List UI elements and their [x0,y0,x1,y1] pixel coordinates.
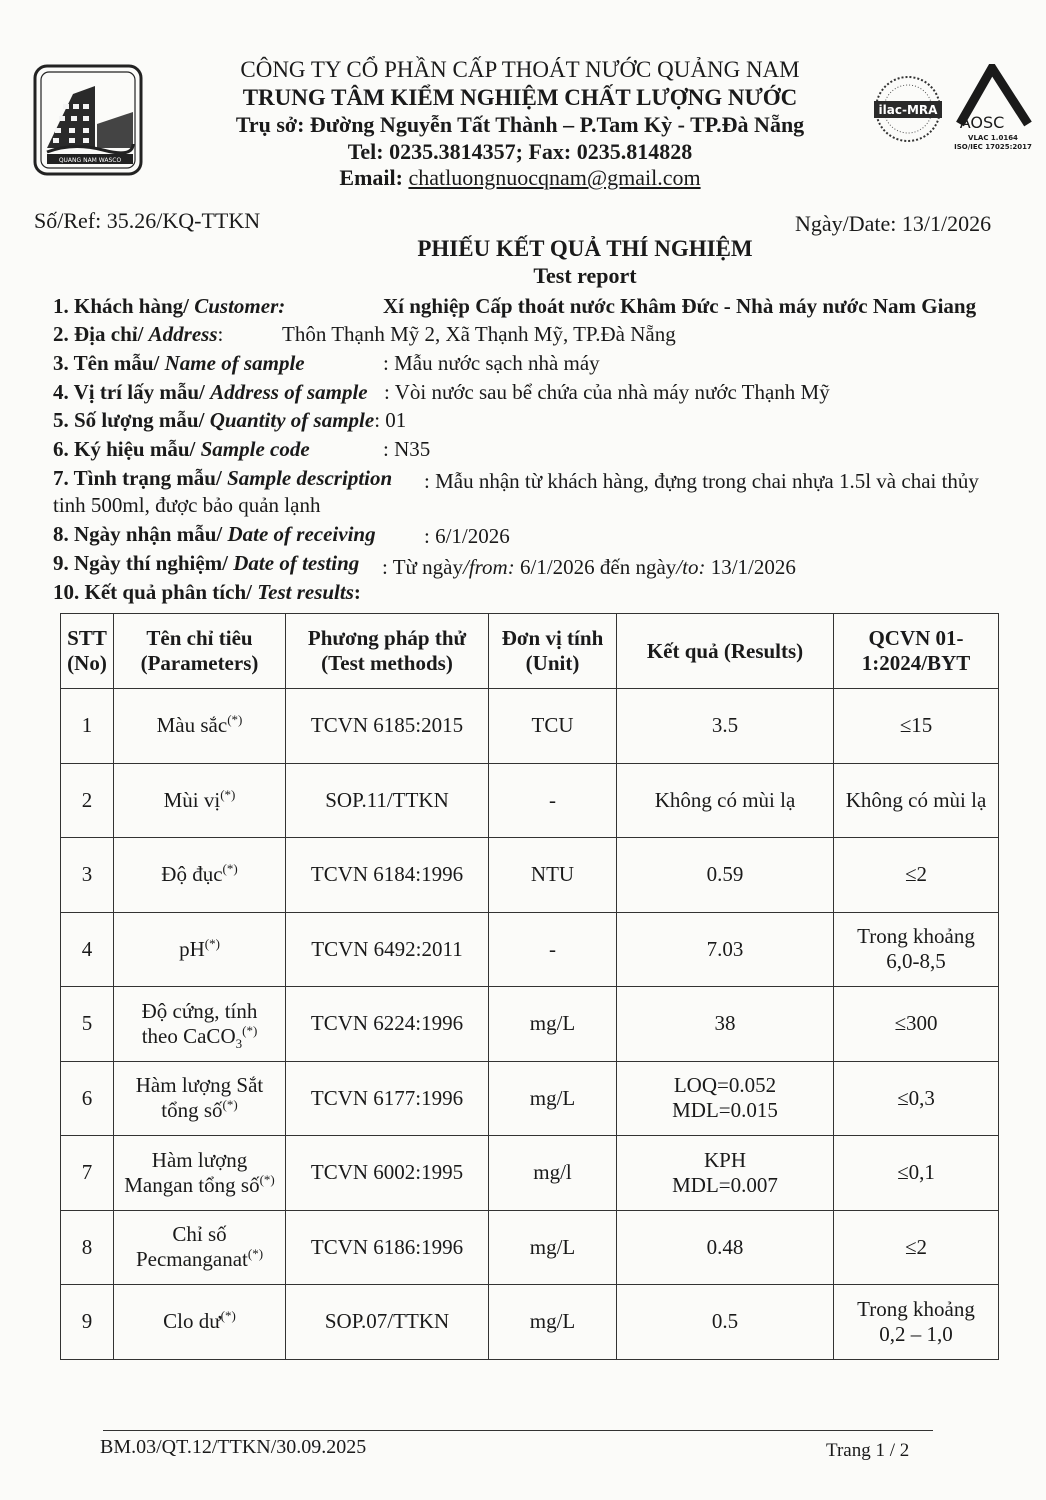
info-address: 2. Địa chỉ/ Address: [53,322,224,346]
quantity-value: : 01 [374,408,407,432]
report-subtitle: Test report [533,263,637,288]
cell-standard: ≤0,3 [834,1061,999,1136]
header-parameters: Tên chỉ tiêu (Parameters) [114,614,286,689]
table-row [61,838,999,913]
cell-method: SOP.07/TTKN [286,1285,489,1360]
cell-parameter: Độ đục(*) [114,838,286,913]
info-sample-description: 7. Tình trạng mẫu/ Sample description [53,466,393,490]
cell-method: TCVN 6184:1996 [286,838,489,913]
cell-standard: ≤2 [834,1210,999,1285]
email-label: Email: [339,165,409,190]
cell-standard: Trong khoảng 6,0-8,5 [834,912,999,987]
sample-name-value: : Mẫu nước sạch nhà máy [383,351,600,375]
cell-method: TCVN 6186:1996 [286,1210,489,1285]
table-row [61,987,999,1062]
cell-unit: mg/l [489,1136,617,1211]
cell-unit: NTU [489,838,617,913]
info-sample-code: 6. Ký hiệu mẫu/ Sample code [53,437,310,461]
table-row [61,689,999,764]
cell-result: Không có mùi lạ [617,763,834,838]
address-value: Thôn Thạnh Mỹ 2, Xã Thạnh Mỹ, TP.Đà Nẵng [282,322,676,346]
cell-no: 8 [61,1210,114,1285]
sample-address-value: : Vòi nước sau bể chứa của nhà máy nước Thạnh Mỹ [384,380,830,404]
info-testing-date: 9. Ngày thí nghiệm/ Date of testing [53,551,360,575]
cell-method: TCVN 6224:1996 [286,987,489,1062]
phone-fax: Tel: 0235.3814357; Fax: 0235.814828 [347,139,693,164]
cell-parameter: Màu sắc(*) [114,689,286,764]
sample-description-value: : Mẫu nhận từ khách hàng, đựng trong chai nhựa 1.5l và chai thủy [424,469,979,493]
header-no: STT (No) [61,614,114,689]
table-header-row [61,614,999,689]
email-line [190,165,850,191]
cell-parameter: Độ cứng, tính theo CaCO$_3$(*) [114,987,286,1062]
cell-no: 3 [61,838,114,913]
header-results: Kết quả (Results) [617,614,834,689]
table-row [61,1285,999,1360]
cell-result: LOQ=0.052 MDL=0.015 [617,1061,834,1136]
header-unit: Đơn vị tính (Unit) [489,614,617,689]
table-row [61,1136,999,1211]
email-link[interactable]: chatluongnuocqnam@gmail.com [408,165,701,190]
cell-result: 3.5 [617,689,834,764]
cell-standard: Trong khoảng 0,2 – 1,0 [834,1285,999,1360]
cell-no: 9 [61,1285,114,1360]
ilac-mra-logo [872,66,944,152]
report-title: PHIẾU KẾT QUẢ THÍ NGHIỆM [417,236,753,261]
cell-unit: mg/L [489,1210,617,1285]
cell-unit: mg/L [489,987,617,1062]
cell-result: 0.59 [617,838,834,913]
table-row [61,763,999,838]
aosc-iso: ISO/IEC 17025:2017 [954,143,1032,151]
table-row [61,1210,999,1285]
cell-parameter: pH(*) [114,912,286,987]
cell-standard: ≤0,1 [834,1136,999,1211]
cell-result: KPH MDL=0.007 [617,1136,834,1211]
cell-standard: ≤2 [834,838,999,913]
cell-no: 2 [61,763,114,838]
cell-result: 0.5 [617,1285,834,1360]
cell-parameter: Mùi vị(*) [114,763,286,838]
sample-code-value: : N35 [383,437,431,461]
info-customer: 1. Khách hàng/ Customer: [53,294,286,318]
cell-no: 1 [61,689,114,764]
aosc-code: VLAC 1.0164 [968,134,1018,142]
cell-standard: Không có mùi lạ [834,763,999,838]
cell-result: 7.03 [617,912,834,987]
cell-parameter: Hàm lượng Mangan tổng số(*) [114,1136,286,1211]
form-code: BM.03/QT.12/TTKN/30.09.2025 [100,1436,367,1458]
cell-method: SOP.11/TTKN [286,763,489,838]
company-logo [33,64,143,176]
info-receiving-date: 8. Ngày nhận mẫu/ Date of receiving [53,522,376,546]
cell-method: TCVN 6185:2015 [286,689,489,764]
company-name: CÔNG TY CỔ PHẦN CẤP THOÁT NƯỚC QUẢNG NAM [240,57,800,82]
cell-method: TCVN 6177:1996 [286,1061,489,1136]
info-quantity: 5. Số lượng mẫu/ Quantity of sample: 01 [53,408,407,432]
cell-unit: mg/L [489,1285,617,1360]
aosc-name: AOSC [959,113,1005,132]
cell-no: 7 [61,1136,114,1211]
cell-no: 5 [61,987,114,1062]
office-address: Trụ sở: Đường Nguyễn Tất Thành – P.Tam Kỳ - TP.Đà Nẵng [235,112,805,137]
cell-parameter: Hàm lượng Sắt tổng số(*) [114,1061,286,1136]
cell-result: 0.48 [617,1210,834,1285]
aosc-logo [950,64,1036,156]
customer-value: Xí nghiệp Cấp thoát nước Khâm Đức - Nhà máy nước Nam Giang [383,294,977,318]
sample-description-continued: tinh 500ml, được bảo quản lạnh [53,493,321,517]
cell-method: TCVN 6492:2011 [286,912,489,987]
header-methods: Phương pháp thử (Test methods) [286,614,489,689]
info-test-results: 10. Kết quả phân tích/ Test results: [53,580,361,604]
cell-unit: mg/L [489,1061,617,1136]
testing-date-value: : Từ ngày/from: 6/1/2026 đến ngày/to: 13/1/2026 [382,555,796,579]
info-sample-name: 3. Tên mẫu/ Name of sample [53,351,305,375]
reference-number: Số/Ref: 35.26/KQ-TTKN [34,208,261,233]
cell-standard: ≤300 [834,987,999,1062]
footer-divider [103,1430,933,1431]
cell-no: 6 [61,1061,114,1136]
table-row [61,912,999,987]
cell-parameter: Clo dư(*) [114,1285,286,1360]
header-standard: QCVN 01- 1:2024/BYT [834,614,999,689]
results-table [60,613,999,1360]
cell-parameter: Chỉ số Pecmanganat(*) [114,1210,286,1285]
cell-no: 4 [61,912,114,987]
cell-unit: - [489,912,617,987]
center-name: TRUNG TÂM KIỂM NGHIỆM CHẤT LƯỢNG NƯỚC [242,85,798,110]
info-sample-address: 4. Vị trí lấy mẫu/ Address of sample [53,380,368,404]
report-date: Ngày/Date: 13/1/2026 [795,211,992,236]
page-number: Trang 1 / 2 [826,1440,910,1461]
cell-unit: - [489,763,617,838]
cell-unit: TCU [489,689,617,764]
ilac-text: ilac-MRA [878,103,938,117]
cell-result: 38 [617,987,834,1062]
cell-standard: ≤15 [834,689,999,764]
logo-text: QUANG NAM WASCO [58,157,122,164]
cell-method: TCVN 6002:1995 [286,1136,489,1211]
table-row [61,1061,999,1136]
receiving-date-value: : 6/1/2026 [424,524,510,548]
